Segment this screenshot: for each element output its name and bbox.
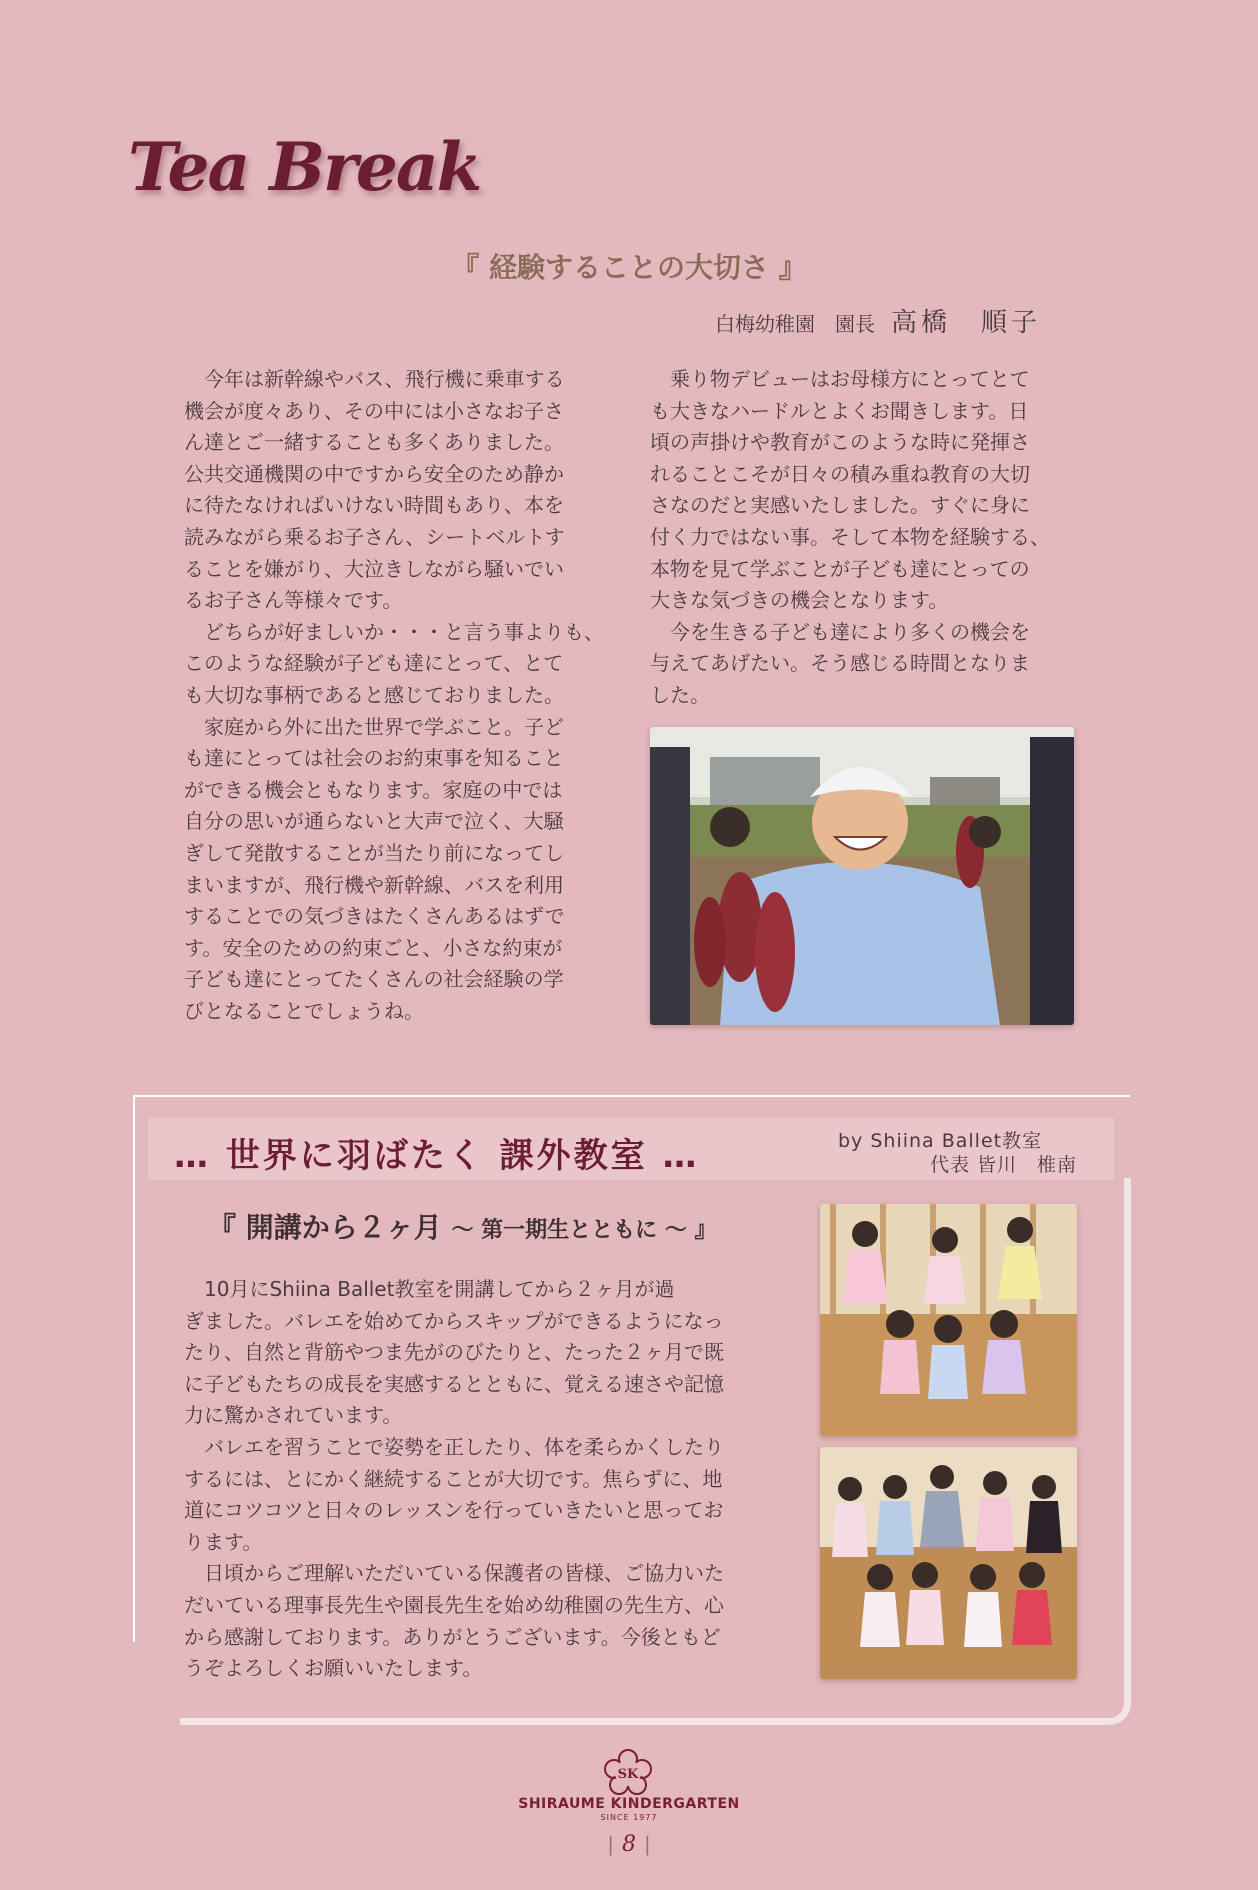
section-representative: 代表 皆川 椎南 [930, 1154, 1078, 1176]
tea-break-title: Tea Break [128, 128, 481, 206]
article-right-column: 乗り物デビューはお母様方にとってとて も大きなハードルとよくお聞きします。日 頃の声掛けや教育がこのような時に発揮さ れることこそが日々の積み重ね教育の大切 さなのだと実感いたしました。すぐに身に 付く力ではない事。そして本物を経験する、 本物を見て学ぶことが子ども達にとっての 大きな気づきの機会となります。 今を生きる子ども達により多くの機会を 与えてあげたい。そう感じる時間となりま した。 [650, 367, 1050, 707]
sweet-potato-photo [650, 727, 1074, 1025]
ballet-photo-1 [820, 1204, 1077, 1436]
byline-org: 白梅幼稚園 園長 [715, 312, 875, 336]
logo-monogram: SK [617, 1767, 639, 1782]
section-frame-left [133, 1095, 135, 1642]
plum-blossom-logo-icon [604, 1749, 652, 1799]
ballet-photo-2 [820, 1447, 1077, 1679]
page-number-value: 8 [622, 1832, 636, 1857]
ballet-title-main: 『 開講から２ヶ月 [208, 1211, 452, 1244]
article-byline [715, 302, 1041, 339]
page-number [0, 1832, 1258, 1857]
article-left-column: 今年は新幹線やバス、飛行機に乗車する 機会が度々あり、その中には小さなお子さ ん達とご一緒することも多くありました。 公共交通機関の中ですから安全のため静か に待たなければいけない時間もあり、本を 読みながら乗るお子さん、シートベルトす ることを嫌がり、大泣きしながら騒いでい るお子さん等様々です。 どちらが好ましいか・・・と言う事よりも、 このような経験が子ども達にとって、とて も大切な事柄であると感じておりました。 家庭から外に出た世界で学ぶこと。子ど も達にとっては社会のお約束事を知ること ができる機会ともなります。家庭の中では 自分の思いが通らないと大声で泣く、大騒 ぎして発散することが当たり前になってし まいますが、飛行機や新幹線、バスを利用 することでの気づきはたくさんあるはずで す。安全のための約束ごと、小さな約束が 子ども達にとってたくさんの社会経験の学 びとなることでしょうね。 [184, 367, 604, 1023]
school-name: SHIRAUME KINDERGARTEN [518, 1796, 740, 1812]
page-number-divider-right: | [644, 1832, 651, 1856]
byline-name: 高橋 順子 [891, 308, 1042, 338]
section-title: … 世界に羽ばたく 課外教室 … [174, 1136, 700, 1176]
ballet-body: 10月にShiina Ballet教室を開講してから２ヶ月が過 ぎました。バレエを始めてからスキップができるようになっ たり、自然と背筋やつま先がのびたりと、たった２ヶ月で既 に子どもたちの成長を実感するとともに、覚える速さや記憶 力に驚かされています。 バレエを習うことで姿勢を正したり、体を柔らかくしたり するには、とにかく継続することが大切です。焦らずに、地 道にコツコツと日々のレッスンを行っていきたいと思ってお ります。 日頃からご理解いただいている保護者の皆様、ご協力いた だいている理事長先生や園長先生を始め幼稚園の先生方、心 から感謝しております。ありがとうございます。今後ともど うぞよろしくお願いいたします。 [184, 1277, 724, 1681]
school-since: SINCE 1977 [600, 1813, 658, 1822]
page-number-divider-left: | [607, 1832, 614, 1856]
section-by-line: by Shiina Ballet教室 [838, 1130, 1043, 1152]
section-frame-top [134, 1095, 1130, 1097]
article-title: 『 経験することの大切さ 』 [451, 251, 807, 284]
ballet-article-title [208, 1206, 716, 1246]
ballet-title-sub: ～ 第一期生とともに ～ 』 [451, 1218, 717, 1243]
